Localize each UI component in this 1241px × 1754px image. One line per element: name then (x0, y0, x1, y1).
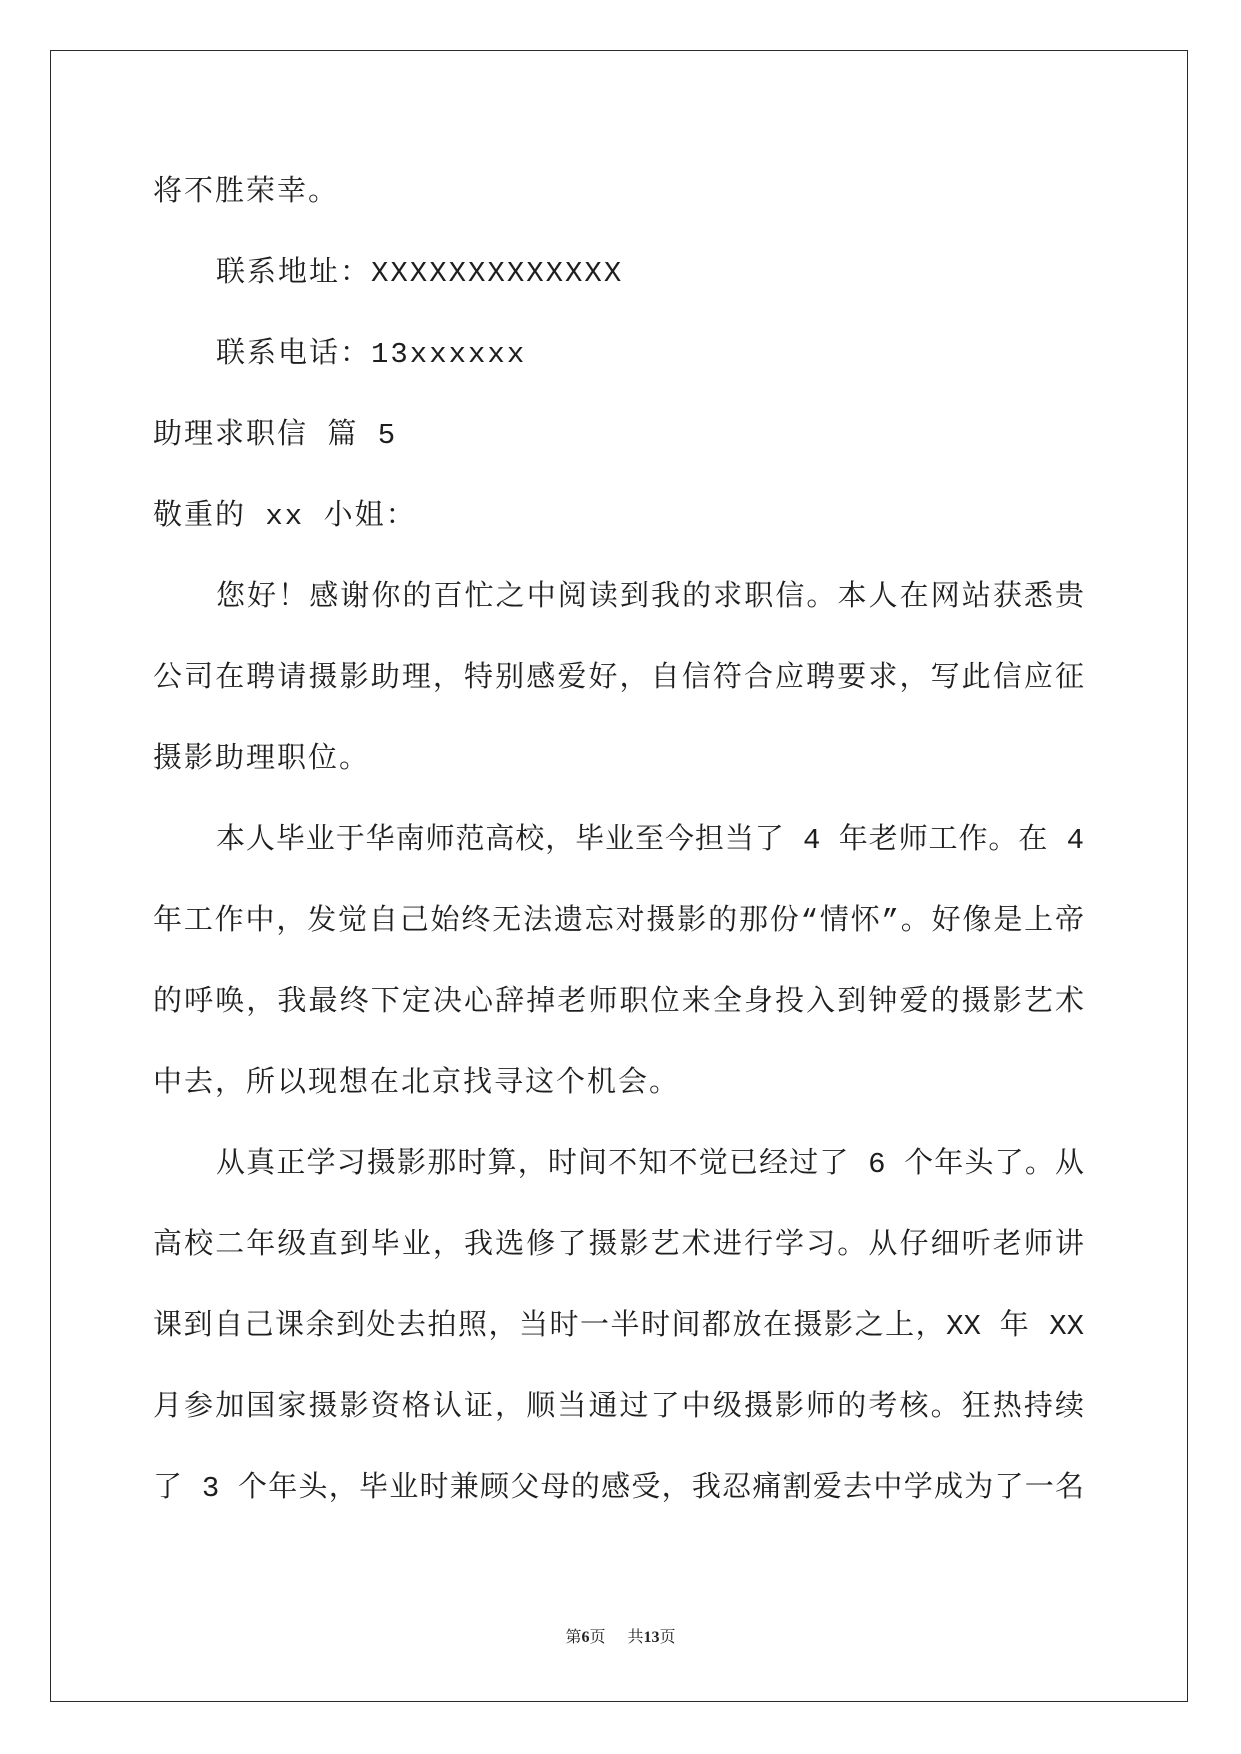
total-pages: 13 (643, 1629, 660, 1646)
text-line: 高校二年级直到毕业，我选修了摄影艺术进行学习。从仔细听老师讲 (153, 1229, 1084, 1262)
paragraph-greeting (153, 557, 1084, 800)
total-pages-indicator (628, 1629, 676, 1646)
text-line: 了 3 个年头，毕业时兼顾父母的感受，我忍痛割爱去中学成为了一名 (153, 1472, 1084, 1505)
text-line: 月参加国家摄影资格认证，顺当通过了中级摄影师的考核。狂热持续 (153, 1391, 1084, 1424)
contact-phone: 联系电话：13xxxxxx (216, 338, 527, 371)
text-line: 本人毕业于华南师范高校，毕业至今担当了 4 年老师工作。在 4 (216, 824, 1084, 857)
paragraph-background (153, 800, 1084, 1124)
text-line: 课到自己课余到处去拍照，当时一半时间都放在摄影之上，XX 年 XX (153, 1310, 1084, 1343)
text-line: 摄影助理职位。 (153, 743, 371, 776)
document-body (153, 152, 1084, 1529)
text-line: 您好！感谢你的百忙之中阅读到我的求职信。本人在网站获悉贵 (216, 581, 1084, 614)
page-number: 6 (581, 1629, 590, 1646)
total-suffix: 页 (659, 1629, 676, 1646)
page-suffix: 页 (589, 1629, 606, 1646)
page-footer (0, 1626, 1241, 1650)
total-prefix: 共 (627, 1629, 644, 1646)
salutation: 敬重的 xx 小姐： (153, 500, 417, 533)
page-prefix: 第 (565, 1629, 582, 1646)
text-line: 中去，所以现想在北京找寻这个机会。 (153, 1067, 681, 1100)
paragraph-experience (153, 1124, 1084, 1529)
text-line: 的呼唤，我最终下定决心辞掉老师职位来全身投入到钟爱的摄影艺术 (153, 986, 1084, 1019)
section-heading: 助理求职信 篇 5 (153, 419, 398, 452)
contact-address: 联系地址：XXXXXXXXXXXXX (216, 257, 624, 290)
page-indicator (565, 1629, 605, 1646)
continuation-line: 将不胜荣幸。 (153, 176, 340, 209)
text-line: 年工作中，发觉自己始终无法遗忘对摄影的那份“情怀”。好像是上帝 (153, 905, 1084, 938)
text-line: 从真正学习摄影那时算，时间不知不觉已经过了 6 个年头了。从 (216, 1148, 1084, 1181)
text-line: 公司在聘请摄影助理，特别感爱好，自信符合应聘要求，写此信应征 (153, 662, 1084, 695)
